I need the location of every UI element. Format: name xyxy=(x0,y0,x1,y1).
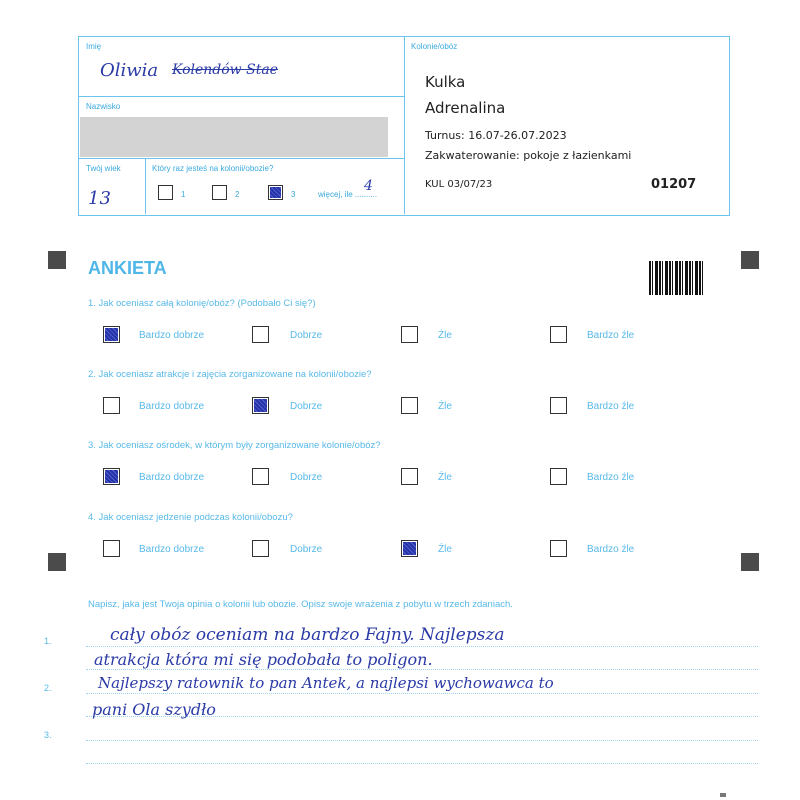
camp-number: 01207 xyxy=(651,177,697,192)
question-2-text: 2. Jak oceniasz atrakcje i zajęcia zorganizowane na kolonii/obozie? xyxy=(88,369,372,380)
question-2-option-label-2: Dobrze xyxy=(290,401,323,412)
writing-line-5 xyxy=(86,740,758,741)
question-4-text: 4. Jak oceniasz jedzenie podczas kolonii/obozu? xyxy=(88,512,293,523)
question-4-option-label-2: Dobrze xyxy=(290,544,323,555)
kolonie-label: Kolonie/obóz xyxy=(411,42,458,51)
question-3-checkbox-2[interactable] xyxy=(252,468,269,485)
camp-name-1: Kulka xyxy=(425,73,466,91)
ktory-raz-option-1: 1 xyxy=(181,190,186,199)
ktory-raz-option-2: 2 xyxy=(235,190,240,199)
question-4-option-label-3: Źle xyxy=(438,544,452,555)
question-3-text: 3. Jak oceniasz ośrodek, w którym były zorganizowane kolonie/obóz? xyxy=(88,440,381,451)
question-4-option-label-1: Bardzo dobrze xyxy=(139,544,205,555)
ktory-raz-label: Który raz jesteś na kolonii/obozie? xyxy=(152,164,274,173)
ktory-raz-option-3: 3 xyxy=(291,190,296,199)
question-2-checkbox-3[interactable] xyxy=(401,397,418,414)
handwritten-line-2: atrakcja która mi się podobała to poligon. xyxy=(94,650,433,669)
question-4-checkbox-1[interactable] xyxy=(103,540,120,557)
opinion-prompt: Napisz, jaka jest Twoja opinia o kolonii lub obozie. Opisz swoje wrażenia z pobytu w trzech zdaniach. xyxy=(88,599,513,610)
ktory-raz-checkbox-1[interactable] xyxy=(158,185,173,200)
registration-mark-mid-right xyxy=(741,553,759,571)
survey-title: ANKIETA xyxy=(88,258,167,278)
question-1-option-label-2: Dobrze xyxy=(290,330,323,341)
question-3-checkbox-3[interactable] xyxy=(401,468,418,485)
question-1-option-label-4: Bardzo źle xyxy=(587,330,635,341)
corner-mark-bottom-right xyxy=(720,793,726,797)
question-4-checkbox-2[interactable] xyxy=(252,540,269,557)
imie-value: Oliwia xyxy=(100,60,159,81)
writing-line-3 xyxy=(86,693,758,694)
question-1-option-label-1: Bardzo dobrze xyxy=(139,330,205,341)
wiek-value: 13 xyxy=(88,188,111,209)
line-number-1: 1. xyxy=(44,636,52,646)
line-number-2: 2. xyxy=(44,683,52,693)
writing-line-6 xyxy=(86,763,758,764)
question-1-checkbox-3[interactable] xyxy=(401,326,418,343)
question-2-option-label-3: Źle xyxy=(438,401,452,412)
line-number-3: 3. xyxy=(44,730,52,740)
question-2-checkbox-2[interactable] xyxy=(252,397,269,414)
imie-crossed: Kolendów Stae xyxy=(172,62,278,78)
question-3-checkbox-4[interactable] xyxy=(550,468,567,485)
nazwisko-label: Nazwisko xyxy=(86,102,121,111)
question-1-checkbox-4[interactable] xyxy=(550,326,567,343)
question-2-option-label-4: Bardzo źle xyxy=(587,401,635,412)
question-3-option-label-4: Bardzo źle xyxy=(587,472,635,483)
header-divider-1 xyxy=(78,96,404,97)
writing-line-1 xyxy=(86,646,758,647)
question-2-checkbox-1[interactable] xyxy=(103,397,120,414)
question-1-checkbox-1[interactable] xyxy=(103,326,120,343)
camp-name-2: Adrenalina xyxy=(425,99,506,117)
ktory-raz-checkbox-3[interactable] xyxy=(268,185,283,200)
question-3-checkbox-1[interactable] xyxy=(103,468,120,485)
question-3-option-label-3: Źle xyxy=(438,472,452,483)
camp-code: KUL 03/07/23 xyxy=(425,179,493,190)
question-1-checkbox-2[interactable] xyxy=(252,326,269,343)
barcode xyxy=(649,261,703,295)
handwritten-line-4: pani Ola szydło xyxy=(92,700,216,719)
question-1-text: 1. Jak oceniasz całą kolonię/obóz? (Podobało Ci się?) xyxy=(88,298,316,309)
wiek-label: Twój wiek xyxy=(86,164,121,173)
question-4-checkbox-3[interactable] xyxy=(401,540,418,557)
nazwisko-redacted xyxy=(80,117,388,157)
question-4-checkbox-4[interactable] xyxy=(550,540,567,557)
wiecej-label: więcej, ile .......... xyxy=(318,190,378,199)
header-divider-vertical xyxy=(404,36,405,214)
handwritten-line-1: cały obóz oceniam na bardzo Fajny. Najlepsza xyxy=(110,625,505,645)
camp-turnus: Turnus: 16.07-26.07.2023 xyxy=(425,129,567,142)
registration-mark-mid-left xyxy=(48,553,66,571)
header-divider-3 xyxy=(145,158,146,214)
imie-label: Imię xyxy=(86,42,102,51)
writing-line-2 xyxy=(86,669,758,670)
question-2-option-label-1: Bardzo dobrze xyxy=(139,401,205,412)
header-divider-2 xyxy=(78,158,404,159)
registration-mark-top-right xyxy=(741,251,759,269)
wiecej-value: 4 xyxy=(364,178,373,194)
camp-zakwaterowanie: Zakwaterowanie: pokoje z łazienkami xyxy=(425,149,632,162)
ktory-raz-checkbox-2[interactable] xyxy=(212,185,227,200)
question-3-option-label-2: Dobrze xyxy=(290,472,323,483)
handwritten-line-3: Najlepszy ratownik to pan Antek, a najlepsi wychowawca to xyxy=(98,674,554,692)
question-2-checkbox-4[interactable] xyxy=(550,397,567,414)
question-1-option-label-3: Źle xyxy=(438,330,452,341)
question-4-option-label-4: Bardzo źle xyxy=(587,544,635,555)
registration-mark-top-left xyxy=(48,251,66,269)
question-3-option-label-1: Bardzo dobrze xyxy=(139,472,205,483)
